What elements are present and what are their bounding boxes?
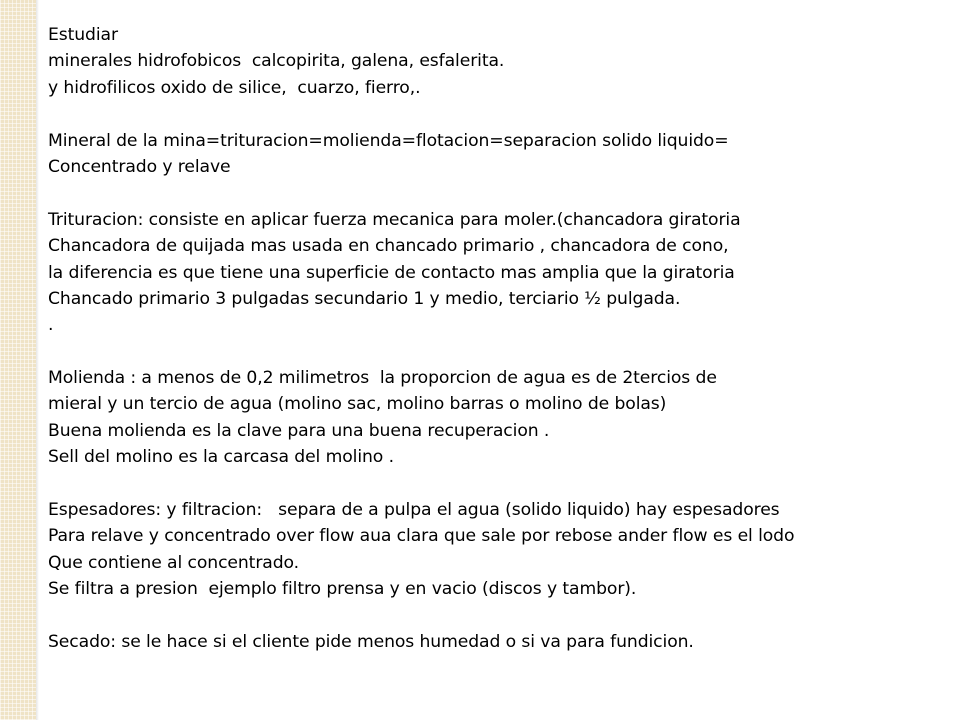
text-line: Secado: se le hace si el cliente pide menos humedad o si va para fundicion. xyxy=(48,631,694,652)
text-line: Buena molienda es la clave para una buena recuperacion . xyxy=(48,420,550,441)
text-line: la diferencia es que tiene una superficie de contacto mas amplia que la giratoria xyxy=(48,262,735,283)
text-line: mieral y un tercio de agua (molino sac, molino barras o molino de bolas) xyxy=(48,394,667,415)
text-line: Estudiar xyxy=(48,25,118,45)
text-line: Espesadores: y filtracion: separa de a pulpa el agua (solido liquido) hay espesadores xyxy=(48,500,780,521)
text-line: Sell del molino es la carcasa del molino . xyxy=(48,447,394,468)
text-line: Trituracion: consiste en aplicar fuerza mecanica para moler.(chancadora giratoria xyxy=(48,209,741,230)
text-line: Concentrado y relave xyxy=(48,156,231,177)
text-line: Para relave y concentrado over flow aua clara que sale por rebose ander flow es el lodo xyxy=(48,526,795,547)
text-line: Mineral de la mina=trituracion=molienda=flotacion=separacion solido liquido= xyxy=(48,130,729,151)
slide-text-block xyxy=(48,22,952,655)
text-line: y hidrofilicos oxido de silice, cuarzo, fierro,. xyxy=(48,77,421,98)
text-line xyxy=(48,603,952,629)
text-line: Se filtra a presion ejemplo filtro prensa y en vacio (discos y tambor). xyxy=(48,579,637,600)
text-line xyxy=(48,101,952,127)
text-line xyxy=(48,339,952,365)
text-line: minerales hidrofobicos calcopirita, galena, esfalerita. xyxy=(48,51,505,72)
text-line: Chancadora de quijada mas usada en chancado primario , chancadora de cono, xyxy=(48,236,729,257)
text-line: Molienda : a menos de 0,2 milimetros la proporcion de agua es de 2tercios de xyxy=(48,368,717,389)
text-line: . xyxy=(48,315,54,336)
text-line xyxy=(48,471,952,497)
decorative-side-strip xyxy=(0,0,36,720)
text-line xyxy=(48,180,952,206)
text-line: Chancado primario 3 pulgadas secundario 1 y medio, terciario ½ pulgada. xyxy=(48,288,681,309)
text-line: Que contiene al concentrado. xyxy=(48,552,300,573)
